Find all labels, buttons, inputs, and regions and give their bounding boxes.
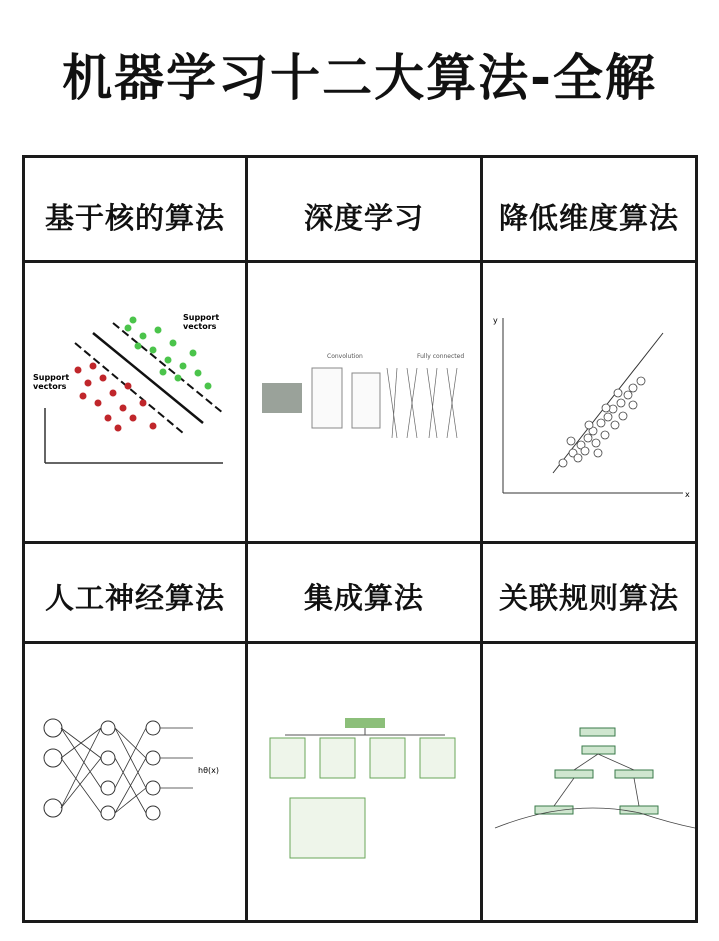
convolution-label: Convolution	[327, 353, 363, 360]
cell-label-association: 关联规则算法	[498, 581, 679, 615]
cell-label-ensemble: 集成算法	[303, 581, 424, 615]
cell-label-deep-learning: 深度学习	[303, 201, 424, 235]
support-vectors-label: vectors	[183, 322, 217, 331]
y-axis-label: y	[493, 316, 498, 325]
cell-label-kernel: 基于核的算法	[44, 201, 225, 235]
grid-divider	[25, 541, 695, 544]
x-axis-label: x	[685, 490, 690, 499]
grid-divider	[25, 641, 695, 644]
pca-diagram	[493, 313, 693, 503]
hypothesis-label: hθ(x)	[198, 766, 219, 775]
grid-divider	[245, 158, 248, 920]
support-vectors-label: Support	[183, 313, 220, 322]
svm-diagram	[33, 308, 238, 478]
cell-label-neural: 人工神经算法	[44, 581, 225, 615]
fully-connected-label: Fully connected	[417, 353, 465, 360]
algorithm-grid	[22, 155, 698, 923]
association-diagram	[490, 718, 695, 868]
cell-label-dim-reduction: 降低维度算法	[498, 201, 679, 235]
page-title: 机器学习十二大算法-全解	[62, 49, 657, 107]
ensemble-diagram	[265, 713, 470, 863]
grid-divider	[480, 158, 483, 920]
support-vectors-label: vectors	[33, 382, 67, 391]
cnn-diagram	[257, 348, 472, 468]
support-vectors-label: Support	[33, 373, 70, 382]
neural-net-diagram	[33, 698, 243, 868]
grid-divider	[25, 260, 695, 263]
